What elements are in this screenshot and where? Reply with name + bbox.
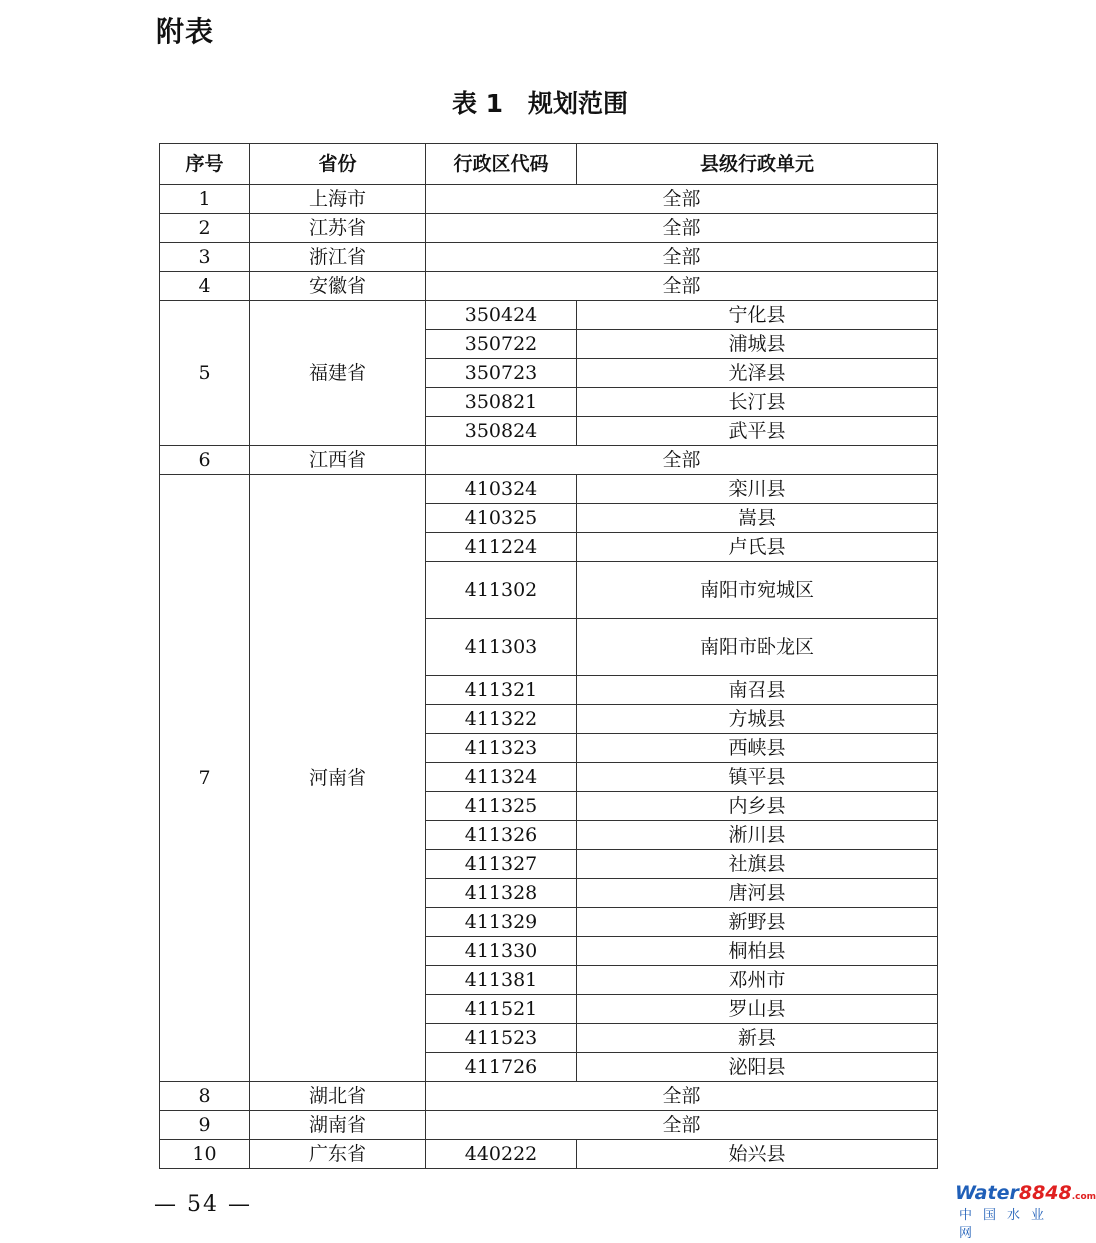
province-cell: 江苏省	[250, 214, 426, 243]
province-cell: 江西省	[250, 446, 426, 475]
county-name-cell: 光泽县	[577, 359, 938, 388]
county-name-cell: 卢氏县	[577, 533, 938, 562]
province-cell: 广东省	[250, 1140, 426, 1169]
row-number-cell: 9	[160, 1111, 250, 1140]
district-code-cell: 411325	[426, 792, 577, 821]
row-number-cell: 8	[160, 1082, 250, 1111]
watermark-logo	[955, 1182, 1096, 1207]
header-county: 县级行政单元	[577, 144, 938, 185]
county-name-cell: 浦城县	[577, 330, 938, 359]
header-no: 序号	[160, 144, 250, 185]
table-row	[160, 475, 938, 504]
county-name-cell: 南召县	[577, 676, 938, 705]
table-title: 表 1 规划范围	[451, 89, 629, 118]
page-number: — 54 —	[154, 1192, 252, 1217]
planning-scope-table	[159, 143, 938, 1169]
county-name-cell: 罗山县	[577, 995, 938, 1024]
district-code-cell: 410324	[426, 475, 577, 504]
table-row	[160, 185, 938, 214]
watermark-prefix: Wa	[955, 1182, 988, 1204]
district-code-cell: 411303	[426, 619, 577, 676]
district-code-cell: 411726	[426, 1053, 577, 1082]
district-code-cell: 411330	[426, 937, 577, 966]
all-counties-cell: 全部	[426, 243, 938, 272]
county-name-cell: 栾川县	[577, 475, 938, 504]
table-row	[160, 301, 938, 330]
row-number-cell: 1	[160, 185, 250, 214]
all-counties-cell: 全部	[426, 1082, 938, 1111]
district-code-cell: 350722	[426, 330, 577, 359]
province-cell: 福建省	[250, 301, 426, 446]
table-row	[160, 243, 938, 272]
row-number-cell: 6	[160, 446, 250, 475]
district-code-cell: 411323	[426, 734, 577, 763]
province-cell: 湖北省	[250, 1082, 426, 1111]
county-name-cell: 内乡县	[577, 792, 938, 821]
all-counties-cell: 全部	[426, 185, 938, 214]
watermark-number: 8848	[1018, 1182, 1072, 1204]
district-code-cell: 350723	[426, 359, 577, 388]
county-name-cell: 淅川县	[577, 821, 938, 850]
county-name-cell: 镇平县	[577, 763, 938, 792]
county-name-cell: 始兴县	[577, 1140, 938, 1169]
district-code-cell: 411328	[426, 879, 577, 908]
watermark-domain: .com	[1071, 1192, 1096, 1202]
province-cell: 安徽省	[250, 272, 426, 301]
county-name-cell: 泌阳县	[577, 1053, 938, 1082]
district-code-cell: 411224	[426, 533, 577, 562]
watermark-suffix: ter	[987, 1182, 1019, 1204]
province-cell: 上海市	[250, 185, 426, 214]
district-code-cell: 411521	[426, 995, 577, 1024]
county-name-cell: 桐柏县	[577, 937, 938, 966]
province-cell: 湖南省	[250, 1111, 426, 1140]
row-number-cell: 10	[160, 1140, 250, 1169]
county-name-cell: 西峡县	[577, 734, 938, 763]
district-code-cell: 350424	[426, 301, 577, 330]
appendix-heading: 附表	[156, 15, 215, 48]
county-name-cell: 邓州市	[577, 966, 938, 995]
row-number-cell: 2	[160, 214, 250, 243]
watermark-cn: 中国水业网	[959, 1208, 1056, 1241]
district-code-cell: 350821	[426, 388, 577, 417]
district-code-cell: 411523	[426, 1024, 577, 1053]
header-province: 省份	[250, 144, 426, 185]
table-row	[160, 272, 938, 301]
table-row	[160, 1111, 938, 1140]
county-name-cell: 社旗县	[577, 850, 938, 879]
county-name-cell: 方城县	[577, 705, 938, 734]
row-number-cell: 7	[160, 475, 250, 1082]
all-counties-cell: 全部	[426, 272, 938, 301]
table-body	[160, 185, 938, 1169]
district-code-cell: 410325	[426, 504, 577, 533]
district-code-cell: 440222	[426, 1140, 577, 1169]
row-number-cell: 4	[160, 272, 250, 301]
province-cell: 浙江省	[250, 243, 426, 272]
table-row	[160, 446, 938, 475]
row-number-cell: 3	[160, 243, 250, 272]
site-watermark	[955, 1182, 1096, 1243]
all-counties-cell: 全部	[426, 214, 938, 243]
district-code-cell: 411324	[426, 763, 577, 792]
county-name-cell: 嵩县	[577, 504, 938, 533]
district-code-cell: 411321	[426, 676, 577, 705]
county-name-cell: 唐河县	[577, 879, 938, 908]
district-code-cell: 411322	[426, 705, 577, 734]
header-code: 行政区代码	[426, 144, 577, 185]
district-code-cell: 411326	[426, 821, 577, 850]
all-counties-cell: 全部	[426, 446, 938, 475]
district-code-cell: 411327	[426, 850, 577, 879]
county-name-cell: 南阳市卧龙区	[577, 619, 938, 676]
county-name-cell: 武平县	[577, 417, 938, 446]
all-counties-cell: 全部	[426, 1111, 938, 1140]
district-code-cell: 350824	[426, 417, 577, 446]
province-cell: 河南省	[250, 475, 426, 1082]
table-row	[160, 1082, 938, 1111]
county-name-cell: 南阳市宛城区	[577, 562, 938, 619]
county-name-cell: 新野县	[577, 908, 938, 937]
county-name-cell: 新县	[577, 1024, 938, 1053]
district-code-cell: 411381	[426, 966, 577, 995]
district-code-cell: 411329	[426, 908, 577, 937]
table-header-row	[160, 144, 938, 185]
table-row	[160, 214, 938, 243]
district-code-cell: 411302	[426, 562, 577, 619]
row-number-cell: 5	[160, 301, 250, 446]
county-name-cell: 长汀县	[577, 388, 938, 417]
county-name-cell: 宁化县	[577, 301, 938, 330]
table-row	[160, 1140, 938, 1169]
